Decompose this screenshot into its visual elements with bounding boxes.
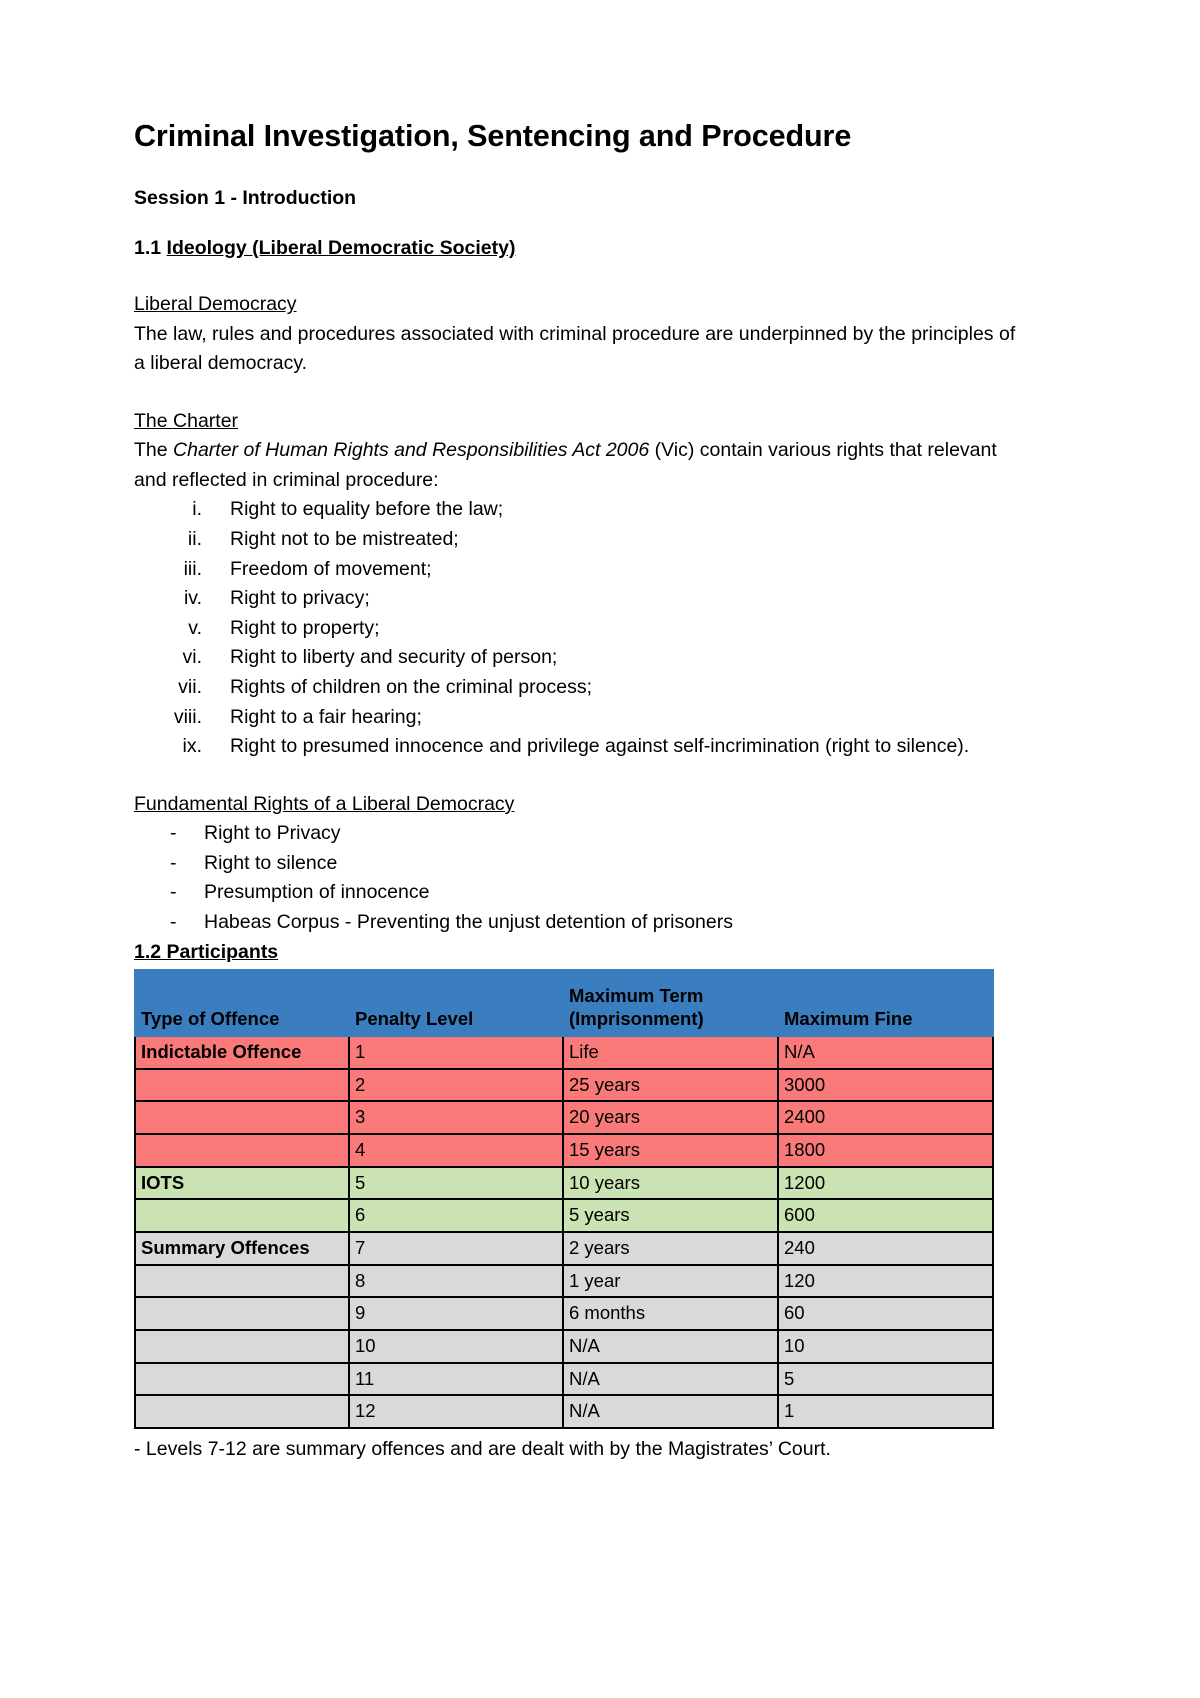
list-item	[134, 495, 1020, 525]
fundamental-rights-heading: Fundamental Rights of a Liberal Democracy	[134, 792, 515, 815]
cell-term: 20 years	[563, 1101, 778, 1134]
cell-fine: 3000	[778, 1069, 993, 1102]
cell-level: 10	[349, 1330, 563, 1363]
list-marker: i.	[192, 498, 202, 521]
cell-fine: 5	[778, 1363, 993, 1396]
section-1-2-number: 1.2	[134, 940, 167, 963]
list-text: Right to liberty and security of person;	[230, 646, 558, 669]
table-row	[135, 1036, 993, 1069]
penalty-levels-table	[134, 969, 994, 1429]
cell-type: Summary Offences	[135, 1232, 349, 1265]
list-text: Presumption of innocence	[204, 881, 430, 904]
cell-type	[135, 1363, 349, 1396]
list-marker: iv.	[183, 587, 202, 610]
cell-level: 7	[349, 1232, 563, 1265]
cell-term: 15 years	[563, 1134, 778, 1167]
cell-fine: 60	[778, 1297, 993, 1330]
column-header-maximum-term	[563, 970, 778, 1036]
section-1-2-heading	[134, 938, 1020, 966]
cell-level: 8	[349, 1265, 563, 1298]
list-item	[134, 555, 1020, 585]
table-row	[135, 1134, 993, 1167]
list-marker: -	[170, 851, 177, 874]
list-marker: iii.	[183, 557, 202, 580]
charter-intro-suffix: (Vic) contain various rights that relevant and reflected in criminal procedure:	[134, 439, 997, 491]
table-row	[135, 1232, 993, 1265]
table-row	[135, 1101, 993, 1134]
fundamental-rights-list	[134, 819, 1020, 938]
table-row	[135, 1363, 993, 1396]
spacer	[134, 762, 1020, 790]
table-row	[135, 1167, 993, 1200]
cell-fine: 1800	[778, 1134, 993, 1167]
list-item	[134, 584, 1020, 614]
charter-block	[134, 407, 1020, 762]
cell-term: 2 years	[563, 1232, 778, 1265]
list-marker: vii.	[178, 676, 202, 699]
cell-level: 11	[349, 1363, 563, 1396]
cell-fine: 120	[778, 1265, 993, 1298]
table-body	[135, 1036, 993, 1428]
session-heading: Session 1 - Introduction	[134, 186, 357, 209]
list-item	[134, 643, 1020, 673]
list-marker: ix.	[182, 735, 202, 758]
charter-rights-list	[134, 495, 1020, 762]
cell-fine: 1	[778, 1395, 993, 1428]
cell-type: Indictable Offence	[135, 1036, 349, 1069]
section-1-1-number: 1.1	[134, 237, 167, 260]
table-row	[135, 1069, 993, 1102]
list-text: Freedom of movement;	[230, 557, 432, 580]
cell-term: Life	[563, 1036, 778, 1069]
cell-type	[135, 1395, 349, 1428]
cell-level: 1	[349, 1036, 563, 1069]
cell-type: IOTS	[135, 1167, 349, 1200]
cell-type	[135, 1134, 349, 1167]
section-1-1-heading	[134, 234, 1020, 262]
cell-term: 1 year	[563, 1265, 778, 1298]
list-item	[134, 525, 1020, 555]
table-row	[135, 1330, 993, 1363]
cell-term: N/A	[563, 1330, 778, 1363]
list-item	[134, 732, 1020, 762]
table-header-row	[135, 970, 993, 1036]
list-text: Right to silence	[204, 851, 338, 874]
charter-act-name: Charter of Human Rights and Responsibilities Act 2006	[173, 439, 650, 462]
column-header-maximum-term-line1: Maximum Term	[569, 984, 704, 1006]
column-header-maximum-fine: Maximum Fine	[778, 970, 993, 1036]
spacer	[134, 379, 1020, 407]
cell-level: 6	[349, 1199, 563, 1232]
list-text: Right to Privacy	[204, 822, 341, 845]
cell-fine: 10	[778, 1330, 993, 1363]
list-marker: v.	[188, 616, 202, 639]
table-row	[135, 1395, 993, 1428]
list-text: Right to privacy;	[230, 587, 370, 610]
cell-term: 6 months	[563, 1297, 778, 1330]
list-item	[134, 849, 1020, 879]
cell-type	[135, 1330, 349, 1363]
cell-term: N/A	[563, 1395, 778, 1428]
list-text: Habeas Corpus - Preventing the unjust detention of prisoners	[204, 911, 733, 934]
charter-intro-prefix: The	[134, 439, 174, 462]
section-1-2-label: Participants	[166, 940, 279, 963]
cell-level: 2	[349, 1069, 563, 1102]
list-item	[134, 819, 1020, 849]
list-marker: -	[170, 881, 177, 904]
list-item	[134, 673, 1020, 703]
list-text: Right to a fair hearing;	[230, 705, 422, 728]
cell-term: 5 years	[563, 1199, 778, 1232]
list-text: Right to property;	[230, 616, 380, 639]
cell-type	[135, 1199, 349, 1232]
cell-level: 9	[349, 1297, 563, 1330]
cell-type	[135, 1265, 349, 1298]
table-row	[135, 1265, 993, 1298]
page-title: Criminal Investigation, Sentencing and Procedure	[134, 119, 852, 153]
table-footnote: - Levels 7-12 are summary offences and are dealt with by the Magistrates’ Court.	[134, 1438, 831, 1461]
cell-type	[135, 1069, 349, 1102]
cell-level: 12	[349, 1395, 563, 1428]
list-text: Right to equality before the law;	[230, 498, 504, 521]
fundamental-rights-block	[134, 790, 1020, 938]
cell-type	[135, 1101, 349, 1134]
list-text: Rights of children on the criminal process;	[230, 676, 592, 699]
liberal-democracy-body: The law, rules and procedures associated with criminal procedure are underpinned by the principles of a liberal democracy.	[134, 322, 1016, 375]
cell-fine: 240	[778, 1232, 993, 1265]
section-1-1-label: Ideology (Liberal Democratic Society)	[166, 237, 516, 260]
spacer	[134, 262, 1020, 290]
list-marker: -	[170, 822, 177, 845]
list-item	[134, 614, 1020, 644]
cell-level: 3	[349, 1101, 563, 1134]
list-item	[134, 703, 1020, 733]
liberal-democracy-heading: Liberal Democracy	[134, 293, 297, 316]
liberal-democracy-block	[134, 290, 1020, 379]
list-marker: vi.	[182, 646, 202, 669]
charter-heading: The Charter	[134, 409, 239, 432]
table-header	[135, 970, 993, 1036]
cell-term: 10 years	[563, 1167, 778, 1200]
table-row	[135, 1199, 993, 1232]
spacer	[134, 212, 1020, 234]
charter-intro	[134, 436, 1020, 495]
cell-fine: N/A	[778, 1036, 993, 1069]
column-header-penalty-level: Penalty Level	[349, 970, 563, 1036]
list-marker: -	[170, 911, 177, 934]
table-row	[135, 1297, 993, 1330]
list-marker: viii.	[173, 705, 202, 728]
list-text: Right to presumed innocence and privilege against self-incrimination (right to silence).	[230, 735, 970, 758]
cell-term: 25 years	[563, 1069, 778, 1102]
cell-fine: 1200	[778, 1167, 993, 1200]
column-header-maximum-term-line2: (Imprisonment)	[569, 1008, 704, 1030]
column-header-type-of-offence: Type of Offence	[135, 970, 349, 1036]
cell-fine: 600	[778, 1199, 993, 1232]
list-item	[134, 878, 1020, 908]
cell-level: 5	[349, 1167, 563, 1200]
cell-level: 4	[349, 1134, 563, 1167]
cell-fine: 2400	[778, 1101, 993, 1134]
cell-type	[135, 1297, 349, 1330]
cell-term: N/A	[563, 1363, 778, 1396]
list-text: Right not to be mistreated;	[230, 527, 459, 550]
spacer	[134, 156, 1020, 184]
list-item	[134, 908, 1020, 938]
list-marker: ii.	[187, 527, 202, 550]
